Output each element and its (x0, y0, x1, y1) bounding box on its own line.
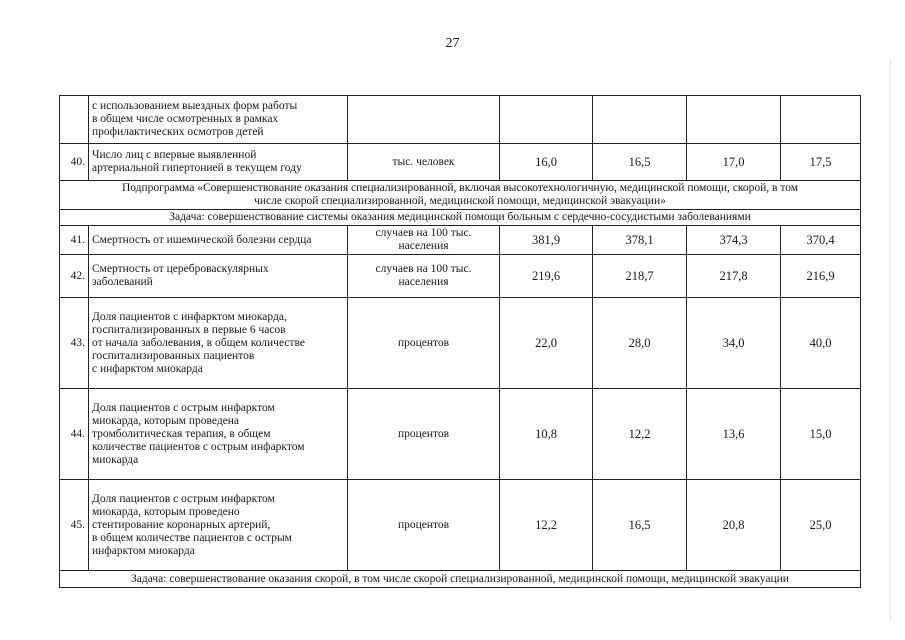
text-line: с инфарктом миокарда (92, 362, 203, 375)
table-row (60, 96, 861, 144)
text-line: Число лиц с впервые выявленной (92, 149, 257, 161)
year-value: 15,0 (781, 389, 861, 480)
year-value: 378,1 (593, 226, 687, 255)
year-value: 22,0 (500, 298, 593, 389)
table-row (60, 389, 861, 480)
year-value: 219,6 (500, 255, 593, 298)
text-line: инфарктом миокарда (92, 544, 195, 557)
text-line: миокарда, которым проведена (92, 414, 240, 427)
year-value: 40,0 (781, 298, 861, 389)
indicator-name (89, 226, 348, 255)
year-value (593, 96, 687, 144)
text-line: профилактических осмотров детей (92, 126, 264, 138)
year-value: 17,5 (781, 144, 861, 181)
text-line: от начала заболевания, в общем количестве (92, 336, 305, 349)
year-value: 218,7 (593, 255, 687, 298)
text-line: госпитализированных пациентов (92, 349, 255, 362)
text-line: миокарда, которым проведено (92, 505, 240, 518)
year-value: 34,0 (687, 298, 781, 389)
year-value: 381,9 (500, 226, 593, 255)
year-value: 16,5 (593, 144, 687, 181)
year-value (687, 96, 781, 144)
text-line: Доля пациентов с инфарктом миокарда, (92, 310, 287, 323)
text-line: стентирование коронарных артерий, (92, 518, 271, 531)
task-row (60, 210, 861, 226)
subprogram-title (60, 181, 861, 210)
year-value: 17,0 (687, 144, 781, 181)
task-title: Задача: совершенствование оказания скорой, в том числе скорой специализированной, медицинской помощи, медицинской эвакуации (60, 571, 861, 588)
table-body (60, 96, 861, 588)
text-line: Доля пациентов с острым инфарктом (92, 401, 275, 414)
unit-of-measure (348, 389, 500, 480)
unit-of-measure (348, 96, 500, 144)
text-line: Доля пациентов с острым инфарктом (92, 492, 275, 505)
text-line: миокарда (92, 453, 139, 466)
unit-of-measure (348, 298, 500, 389)
indicators-table (59, 95, 861, 588)
year-value (781, 96, 861, 144)
row-number: 43. (60, 298, 89, 389)
year-value: 217,8 (687, 255, 781, 298)
row-number (60, 96, 89, 144)
year-value: 374,3 (687, 226, 781, 255)
unit-of-measure (348, 480, 500, 571)
subprogram-row (60, 181, 861, 210)
text-line: Смертность от цереброваскулярных (92, 263, 269, 275)
task-title: Задача: совершенствование системы оказания медицинской помощи больным с сердечно-сосудистыми заболеваниями (60, 210, 861, 226)
text-line: процентов (397, 336, 450, 349)
row-number: 45. (60, 480, 89, 571)
year-value: 16,5 (593, 480, 687, 571)
year-value: 370,4 (781, 226, 861, 255)
indicator-name (89, 96, 348, 144)
table-row (60, 298, 861, 389)
text-line: процентов (397, 427, 450, 440)
row-number: 42. (60, 255, 89, 298)
text-line: артериальной гипертонией в текущем году (92, 162, 302, 174)
unit-of-measure (348, 226, 500, 255)
table-row (60, 226, 861, 255)
text-line: заболеваний (92, 276, 153, 288)
table-row (60, 144, 861, 181)
year-value (500, 96, 593, 144)
indicator-name (89, 255, 348, 298)
unit-of-measure (348, 255, 500, 298)
year-value: 10,8 (500, 389, 593, 480)
table-row (60, 480, 861, 571)
unit-of-measure (348, 144, 500, 181)
year-value: 25,0 (781, 480, 861, 571)
year-value: 13,6 (687, 389, 781, 480)
row-number: 40. (60, 144, 89, 181)
page-number: 27 (445, 36, 460, 51)
text-line: числе скорой специализированной, медицинской помощи, медицинской эвакуации» (254, 195, 666, 207)
text-line: случаев на 100 тыс. (375, 227, 472, 239)
table-row (60, 255, 861, 298)
indicator-name (89, 144, 348, 181)
row-number: 41. (60, 226, 89, 255)
text-line: количестве пациентов с острым инфарктом (92, 440, 305, 453)
row-number: 44. (60, 389, 89, 480)
year-value: 12,2 (593, 389, 687, 480)
year-value: 28,0 (593, 298, 687, 389)
indicator-name (89, 298, 348, 389)
text-line: Смертность от ишемической болезни сердца (92, 233, 312, 246)
text-line: населения (398, 276, 449, 288)
scan-edge-mark (889, 60, 891, 620)
indicator-name (89, 389, 348, 480)
year-value: 12,2 (500, 480, 593, 571)
text-line: Подпрограмма «Совершенствование оказания специализированной, включая высокотехнологичную, медицинской помощи, скорой, в том (121, 182, 799, 194)
text-line: процентов (397, 518, 450, 531)
year-value: 20,8 (687, 480, 781, 571)
text-line: населения (398, 240, 449, 252)
text-line: в общем количестве пациентов с острым (92, 531, 292, 544)
text-line: в общем числе осмотренных в рамках (92, 113, 279, 125)
task-row (60, 571, 861, 588)
text-line: госпитализированных в первые 6 часов (92, 323, 286, 336)
indicator-name (89, 480, 348, 571)
year-value: 216,9 (781, 255, 861, 298)
text-line: тромболитическая терапия, в общем (92, 427, 271, 440)
year-value: 16,0 (500, 144, 593, 181)
text-line: случаев на 100 тыс. (375, 263, 472, 275)
text-line: с использованием выездных форм работы (92, 100, 298, 112)
text-line: тыс. человек (392, 155, 455, 168)
